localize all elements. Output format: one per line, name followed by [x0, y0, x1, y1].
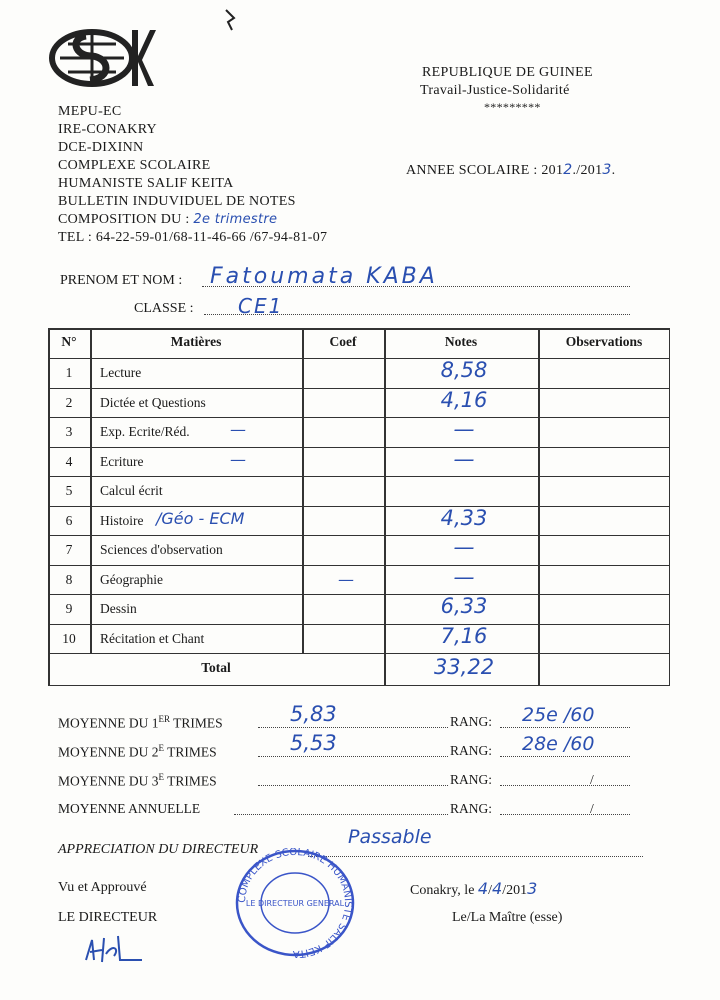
table-rule	[48, 358, 670, 359]
row-subject: Sciences d'observation	[100, 542, 223, 557]
row-num: 6	[65, 512, 73, 528]
table-rule	[48, 624, 670, 625]
date-day: 4	[477, 879, 489, 898]
header-subject: Matières	[170, 334, 222, 349]
table-rule	[48, 685, 670, 687]
average-row	[58, 702, 648, 732]
average-label-sup: ER	[158, 714, 171, 724]
header-line-4: COMPLEXE SCOLAIRE	[58, 158, 211, 173]
row-note: 4,33	[440, 505, 488, 530]
appreciation-label: APPRECIATION DU DIRECTEUR	[58, 842, 259, 857]
table-rule	[48, 594, 670, 595]
rank-dots	[500, 727, 630, 728]
row-num: 3	[65, 424, 73, 439]
row-note: —	[453, 564, 475, 589]
name-label: PRENOM ET NOM :	[60, 273, 183, 288]
rank-label: RANG:	[450, 801, 493, 816]
average-row	[58, 795, 648, 819]
table-rule	[669, 328, 671, 686]
place-date	[410, 879, 537, 899]
row-num: 5	[65, 483, 73, 498]
stamp-ring-text: COMPLEXE SCOLAIRE HUMANISTE SALIF KEITA	[236, 848, 354, 958]
date-month: 4	[492, 879, 503, 898]
school-year-mid: ./201	[572, 163, 603, 178]
grades-table	[48, 328, 670, 686]
table-rule	[48, 535, 670, 536]
director-label: LE DIRECTEUR	[58, 910, 158, 925]
row-subject: Dictée et Questions	[100, 394, 206, 410]
row-subject: Exp. Ecrite/Réd.	[100, 424, 190, 439]
table-rule	[302, 328, 304, 653]
average-row	[58, 766, 648, 790]
row-subject: Calcul écrit	[100, 483, 163, 498]
teacher-label: Le/La Maître (esse)	[452, 910, 563, 925]
stars: *********	[484, 100, 541, 114]
header-line-3: DCE-DIXINN	[58, 140, 144, 155]
rank-value: 25e /60	[522, 704, 595, 726]
rank-value: /	[590, 772, 594, 787]
row-note: —	[453, 417, 475, 441]
average-value: 5,53	[290, 731, 337, 755]
total-label: Total	[201, 660, 231, 675]
row-num: 4	[65, 453, 73, 469]
school-year-label: ANNEE SCOLAIRE : 201	[406, 163, 564, 178]
table-rule	[48, 506, 670, 507]
rank-dots	[500, 814, 630, 815]
average-label: MOYENNE DU $3^E$ TRIMES	[58, 772, 217, 789]
official-stamp	[230, 848, 360, 958]
row-num: 7	[65, 542, 73, 557]
rank-label: RANG:	[450, 714, 493, 729]
row-num: 10	[62, 630, 76, 646]
class-line	[134, 296, 630, 318]
row-note: 6,33	[440, 594, 488, 618]
rank-dots	[500, 756, 630, 757]
row-num: 1	[65, 365, 73, 380]
rank-label: RANG:	[450, 772, 493, 787]
average-row	[58, 731, 648, 761]
rank-value: /	[590, 801, 594, 816]
table-rule	[48, 388, 670, 389]
name-line	[60, 264, 630, 290]
table-rule	[48, 447, 670, 448]
appreciation-value: Passable	[348, 826, 432, 848]
composition-label: COMPOSITION DU :	[58, 212, 190, 227]
table-rule	[48, 565, 670, 566]
average-label: MOYENNE ANNUELLE	[58, 801, 201, 816]
row-subject-annotation: /Géo - ECM	[156, 508, 245, 528]
row-note: 8,58	[440, 358, 488, 382]
composition-value: 2e trimestre	[193, 212, 278, 227]
average-label: MOYENNE DU $2^E$ TRIMES	[58, 743, 217, 760]
row-note: —	[453, 535, 475, 559]
republic-title: REPUBLIQUE DE GUINEE	[422, 65, 593, 80]
class-label: CLASSE :	[134, 301, 194, 316]
average-dots	[234, 814, 448, 815]
row-subject: Histoire	[100, 512, 144, 528]
school-year-h2: 3	[602, 162, 612, 178]
date-year-h: 3	[527, 879, 538, 898]
motto: Travail-Justice-Solidarité	[420, 83, 570, 98]
row-note: 7,16	[440, 623, 488, 648]
vu-approuve: Vu et Approuvé	[58, 880, 147, 895]
row-subject: Dessin	[100, 601, 137, 616]
stamp-center-text: LE DIRECTEUR GENERAL	[245, 899, 345, 908]
table-rule	[48, 476, 670, 477]
average-dots	[258, 756, 448, 757]
average-label-sup: E	[158, 772, 164, 782]
school-year-h1: 2	[563, 162, 573, 178]
header-line-6: BULLETIN INDUVIDUEL DE NOTES	[58, 194, 296, 209]
ink-mark	[222, 8, 238, 32]
header-line-2: IRE-CONAKRY	[58, 122, 157, 137]
table-rule	[48, 328, 670, 330]
header-coef: Coef	[329, 334, 357, 349]
header-num: N°	[61, 334, 77, 349]
row-subject: Ecriture	[100, 453, 144, 469]
average-value: 5,83	[290, 702, 337, 726]
school-logo	[46, 22, 156, 92]
row-num: 8	[65, 571, 73, 587]
header-notes: Notes	[444, 334, 478, 349]
school-year-end: .	[611, 163, 616, 178]
place-date-label: Conakry, le	[410, 883, 478, 898]
table-rule	[538, 328, 540, 686]
row-note: 4,16	[440, 387, 488, 412]
date-sep: /	[488, 883, 492, 898]
average-dots	[258, 727, 448, 728]
row-coef: —	[338, 569, 354, 589]
row-subject: Géographie	[100, 571, 163, 587]
school-year	[406, 161, 615, 180]
class-value: CE1	[238, 294, 284, 318]
row-num: 9	[65, 601, 73, 616]
row-subject-annotation: —	[230, 449, 246, 469]
row-subject: Lecture	[100, 365, 142, 380]
header-line-1: MEPU-EC	[58, 104, 122, 119]
average-label: MOYENNE DU 1ER TRIMES	[58, 714, 223, 731]
header-left-block	[58, 103, 327, 247]
composition-line	[58, 211, 327, 229]
director-signature	[80, 930, 150, 970]
tel-line: TEL : 64-22-59-01/68-11-46-66 /67-94-81-07	[58, 230, 328, 245]
rank-label: RANG:	[450, 743, 493, 758]
table-rule	[90, 328, 92, 653]
row-subject: Récitation et Chant	[100, 630, 205, 646]
averages-block	[58, 702, 648, 828]
header-line-5: HUMANISTE SALIF KEITA	[58, 176, 234, 191]
row-num: 2	[65, 394, 73, 410]
header-observations: Observations	[565, 334, 643, 349]
date-year: /201	[502, 883, 528, 898]
rank-dots	[500, 785, 630, 786]
average-label-sup: E	[158, 743, 164, 753]
rank-value: 28e /60	[522, 733, 595, 755]
average-dots	[258, 785, 448, 786]
table-rule	[384, 328, 386, 686]
row-note: —	[453, 446, 475, 471]
row-subject-annotation: —	[230, 420, 246, 439]
name-value: Fatoumata KABA	[210, 264, 438, 289]
total-value: 33,22	[433, 655, 495, 679]
table-rule	[48, 653, 670, 654]
table-rule	[48, 417, 670, 418]
